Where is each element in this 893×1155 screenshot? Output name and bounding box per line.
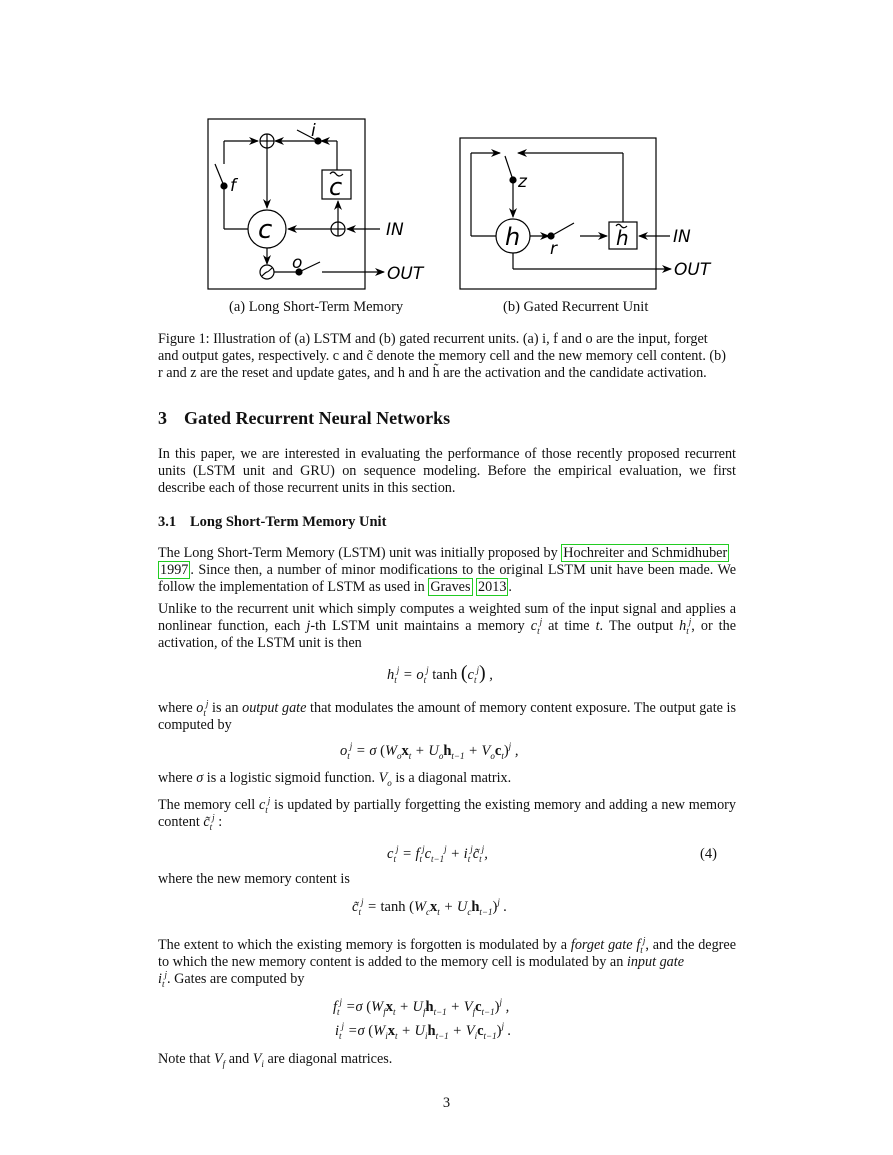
equation-number-4: (4): [700, 846, 717, 862]
lstm-label-f: f: [230, 176, 236, 196]
para7-text-b: , and the degree to which the new memory content is added to the memory cell is modulated by an: [158, 937, 737, 970]
figure-diagrams: [0, 0, 893, 300]
paragraph-output-gate: where $o_t^j$ is an output gate that modulates the amount of memory content exposure. The output gate is computed by: [158, 698, 737, 733]
gru-diagram: [460, 138, 671, 289]
para4-text-c: is a diagonal matrix.: [391, 770, 512, 786]
lstm-label-c-tilde: c: [329, 173, 343, 201]
para2-text-a: Unlike to the recurrent unit which simply computes a weighted sum of the input signal and applies a nonlinear function, each: [158, 601, 736, 634]
lstm-label-o: o: [292, 253, 303, 273]
paragraph-diagonal: Note that $V_f$ and $V_i$ are diagonal matrices.: [158, 1051, 393, 1069]
output-gate-term: output gate: [242, 700, 307, 716]
para3-text-c: that modulates the amount of memory content exposure. The output gate is computed by: [158, 700, 737, 733]
input-gate-term: input gate: [626, 954, 685, 970]
figure-1: [0, 0, 893, 330]
gru-label-in: IN: [673, 227, 691, 247]
subsection-title: Long Short-Term Memory Unit: [190, 514, 387, 530]
para8-text-b: and: [225, 1051, 253, 1067]
figure-caption-line-2: and output gates, respectively. c and c̃ denote the memory cell and the new memory cell content. (b): [158, 348, 726, 364]
para5-text-b: is updated by partially forgetting the existing memory and adding a new memory content: [158, 797, 736, 830]
para4-text-b: is a logistic sigmoid function.: [203, 770, 379, 786]
para1-text-b: . Since then, a number of minor modifications to the original LSTM unit have been made. We follow the implementation of LSTM as used in: [158, 562, 736, 595]
para8-text-a: Note that: [158, 1051, 214, 1067]
equation-f: $f_t^j =\sigma$ $(W_fx_t + U_fh_{t-1} + V_fc_{t-1})^j$ ,: [333, 997, 510, 1017]
paragraph-lstm-origin: [158, 545, 736, 596]
gru-label-h: h: [505, 223, 521, 251]
equation-h: $h_t^j = o_t^j$ $\tanh (c_t^j)$ ,: [387, 662, 493, 685]
gru-label-r: r: [550, 239, 557, 259]
gru-z-switch: [505, 156, 513, 180]
gru-r-switch: [551, 223, 574, 236]
paragraph-memory-cell: The memory cell $c_t^j$ is updated by partially forgetting the existing memory and adding a new memory content $c̃_t^j$ :: [158, 795, 736, 832]
citation-2013-link[interactable]: 2013: [478, 579, 507, 595]
subsection-heading: [158, 514, 386, 531]
para7-text-c: . Gates are computed by: [166, 971, 305, 987]
para1-text-a: The Long Short-Term Memory (LSTM) unit was initially proposed by: [158, 545, 562, 561]
section-number: 3: [158, 408, 167, 428]
equation-c-tilde: $c̃_t^j = \tanh (W_cx_t + U_ch_{t-1})^j$ .: [352, 897, 508, 917]
lstm-f-switch: [215, 164, 224, 186]
section-title: Gated Recurrent Neural Networks: [184, 408, 451, 428]
intro-paragraph: In this paper, we are interested in evaluating the performance of those recently proposed recurrent units (LSTM unit and GRU) on sequence modeling. Before the empirical evaluation, we first describe each of those recurrent units in this section.: [158, 446, 736, 496]
paragraph-sigmoid: where σ is a logistic sigmoid function. $V_o$ is a diagonal matrix.: [158, 770, 512, 788]
page-number: 3: [442, 1095, 451, 1111]
para2-text-b: -th LSTM unit maintains a memory: [310, 618, 531, 634]
figure-caption: [158, 331, 736, 382]
citation-graves-link[interactable]: Graves: [430, 579, 471, 595]
para2-text-e: , or the activation, of the LSTM unit is then: [158, 618, 736, 651]
figure-caption-line-1: Figure 1: Illustration of (a) LSTM and (b) gated recurrent units. (a) i, f and o are the input, forget: [158, 331, 708, 347]
para1-text-c: .: [508, 579, 512, 595]
section-heading: [158, 408, 450, 429]
equation-o: $o_t^j = \sigma$ $(W_ox_t + U_oh_{t-1} + V_oc_t)^j$ ,: [340, 741, 519, 761]
equation-c: $c_t^j = f_t^jc_{t-1}^j$ + $i_t^jc̃_t^j$,: [387, 844, 488, 864]
paragraph-forget-input: The extent to which the existing memory is forgotten is modulated by a forget gate $f_t^j$, and the degree to which the new memory content is added to the memory cell is modulated by an input gate $i_t^j$. Gates are computed by: [158, 935, 737, 989]
gru-label-h-tilde: h: [616, 226, 629, 250]
paragraph-lstm-memory: Unlike to the recurrent unit which simply computes a weighted sum of the input signal and applies a nonlinear function, each j-th LSTM unit maintains a memory $c_t^j$ at time t. The output $h_t^j$, or the activation, of the LSTM unit is then: [158, 601, 736, 651]
figure-caption-line-3: r and z are the reset and update gates, and h and h̃ are the activation and the candidate activation.: [158, 365, 707, 381]
paragraph-new-memory: where the new memory content is: [158, 871, 350, 887]
para7-text-a: The extent to which the existing memory is forgotten is modulated by a: [158, 937, 571, 953]
lstm-label-c: c: [258, 215, 273, 245]
gru-label-z: z: [518, 172, 527, 192]
subsection-number: 3.1: [158, 514, 177, 530]
citation-hochreiter-link[interactable]: Hochreiter and Schmidhuber: [563, 545, 728, 561]
para4-text-a: where: [158, 770, 197, 786]
para5-text-c: :: [214, 814, 223, 830]
lstm-label-in: IN: [386, 220, 404, 240]
para5-text-a: The memory cell: [158, 797, 259, 813]
forget-gate-term: forget gate: [570, 937, 633, 953]
para2-text-d: . The output: [599, 618, 680, 634]
gru-label-out: OUT: [674, 260, 711, 280]
para8-text-c: are diagonal matrices.: [263, 1051, 393, 1067]
lstm-frame: [208, 119, 365, 289]
lstm-label-out: OUT: [387, 264, 424, 284]
lstm-subcaption: (a) Long Short-Term Memory: [229, 299, 404, 315]
para3-text-a: where: [158, 700, 197, 716]
equation-i: $i_t^j =\sigma$ $(W_ix_t + U_ih_{t-1} + V_ic_{t-1})^j$ .: [335, 1021, 512, 1041]
para2-text-c: at time: [542, 618, 596, 634]
citation-1997-link[interactable]: 1997: [160, 562, 189, 578]
gru-subcaption: (b) Gated Recurrent Unit: [503, 299, 649, 315]
gru-frame: [460, 138, 656, 289]
para3-text-b: is an: [208, 700, 243, 716]
lstm-label-i: i: [311, 121, 316, 141]
